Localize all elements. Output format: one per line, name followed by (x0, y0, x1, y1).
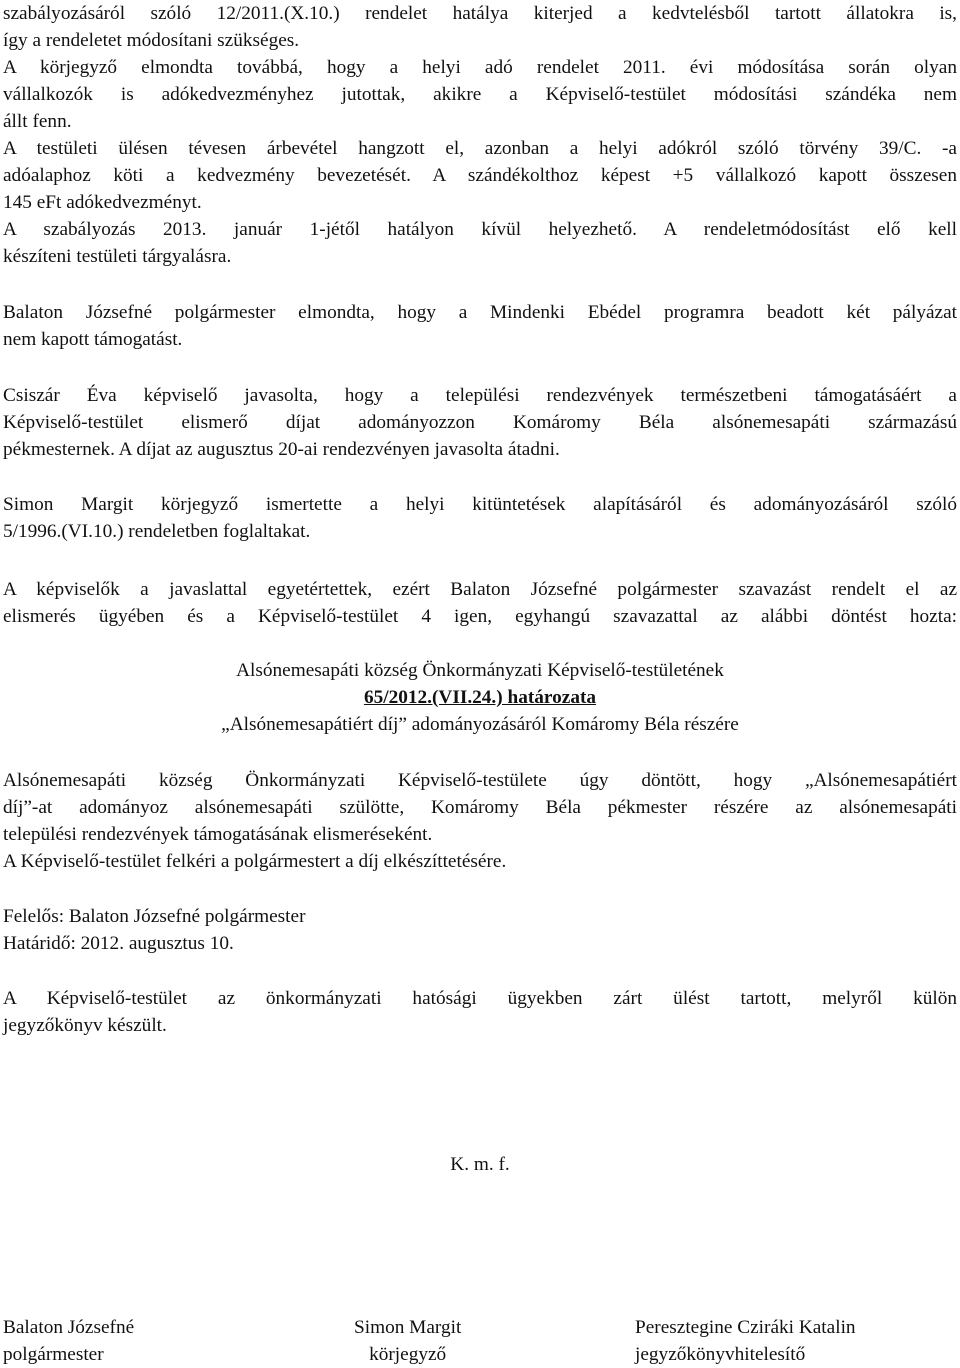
text-line: Csiszár Éva képviselő javasolta, hogy a települési rendezvények természetbeni támogatásáért a (3, 385, 957, 406)
text-line: települési rendezvények támogatásának elismeréseként. (3, 824, 433, 845)
paragraph-ordinance-note (3, 0, 957, 270)
signature-notary (354, 1314, 461, 1368)
signature-mayor (3, 1314, 134, 1368)
text-line: A körjegyző elmondta továbbá, hogy a helyi adó rendelet 2011. évi módosítása során olyan (3, 57, 957, 78)
signature-name: Peresztegine Cziráki Katalin (635, 1317, 856, 1338)
responsibility-block (3, 903, 957, 957)
text-line: 145 eFt adókedvezményt. (3, 192, 202, 213)
text-line: díj”-at adományoz alsónemesapáti szülötte, Komáromy Béla pékmester részére az alsónemesapáti (3, 797, 957, 818)
text-line: Alsónemesapáti község Önkormányzati Képviselő-testülete úgy döntött, hogy „Alsónemesapátiért (3, 770, 957, 791)
text-line: A képviselők a javaslattal egyetértettek, ezért Balaton Józsefné polgármester szavazást rendelt el az (3, 579, 957, 600)
paragraph-lunch-program (3, 299, 957, 353)
kmf-mark: K. m. f. (450, 1154, 510, 1175)
paragraph-award-proposal (3, 382, 957, 463)
text-line: pékmesternek. A díjat az augusztus 20-ai rendezvényen javasolta átadni. (3, 439, 560, 460)
text-line: Képviselő-testület elismerő díjat adományozzon Komáromy Béla alsónemesapáti származású (3, 412, 957, 433)
paragraph-decision (3, 767, 957, 875)
text-line: készíteni testületi tárgyalásra. (3, 246, 232, 267)
resolution-subject: „Alsónemesapátiért díj” adományozásáról Komáromy Béla részére (221, 714, 739, 735)
resolution-heading (3, 657, 957, 738)
text-line: szabályozásáról szóló 12/2011.(X.10.) rendelet hatálya kiterjed a kedvtelésből tartott állatokra is, (3, 3, 957, 24)
text-line: jegyzőkönyv készült. (3, 1015, 167, 1036)
text-line: A szabályozás 2013. január 1-jétől hatályon kívül helyezhető. A rendeletmódosítást elő kell (3, 219, 957, 240)
signature-authenticator (635, 1314, 856, 1368)
text-line: elismerés ügyében és a Képviselő-testület 4 igen, egyhangú szavazattal az alábbi döntést hozta: (3, 606, 957, 627)
resolution-body-name: Alsónemesapáti község Önkormányzati Képviselő-testületének (236, 660, 724, 681)
paragraph-closed-session (3, 985, 957, 1039)
signature-name: Balaton Józsefné (3, 1317, 135, 1338)
signature-title: polgármester (3, 1344, 104, 1365)
paragraph-vote (3, 576, 957, 630)
text-line: A Képviselő-testület az önkormányzati hatósági ügyekben zárt ülést tartott, melyről külön (3, 988, 957, 1009)
text-line: vállalkozók is adókedvezményhez jutottak, akikre a Képviselő-testület módosítási szándéka nem (3, 84, 957, 105)
resolution-number: 65/2012.(VII.24.) határozata (363, 687, 597, 708)
text-line: állt fenn. (3, 111, 72, 132)
text-line: Balaton Józsefné polgármester elmondta, hogy a Mindenki Ebédel programra beadott két pályázat (3, 302, 957, 323)
signature-title: jegyzőkönyvhitelesítő (635, 1344, 806, 1365)
text-line: A Képviselő-testület felkéri a polgármestert a díj elkészíttetésére. (3, 851, 507, 872)
paragraph-ordinance-summary (3, 491, 957, 545)
deadline: Határidő: 2012. augusztus 10. (3, 933, 234, 954)
text-line: így a rendeletet módosítani szükséges. (3, 30, 300, 51)
text-line: nem kapott támogatást. (3, 329, 183, 350)
text-line: 5/1996.(VI.10.) rendeletben foglaltakat. (3, 521, 311, 542)
text-line: Simon Margit körjegyző ismertette a helyi kitüntetések alapításáról és adományozásáról szóló (3, 494, 957, 515)
signature-name: Simon Margit (354, 1317, 462, 1338)
text-line: adóalaphoz köti a kedvezmény bevezetését. A szándékolthoz képest +5 vállalkozó kapott összesen (3, 165, 957, 186)
signature-title: körjegyző (369, 1344, 447, 1365)
text-line: A testületi ülésen tévesen árbevétel hangzott el, azonban a helyi adókról szóló törvény 39/C. -a (3, 138, 957, 159)
responsible-person: Felelős: Balaton Józsefné polgármester (3, 906, 306, 927)
